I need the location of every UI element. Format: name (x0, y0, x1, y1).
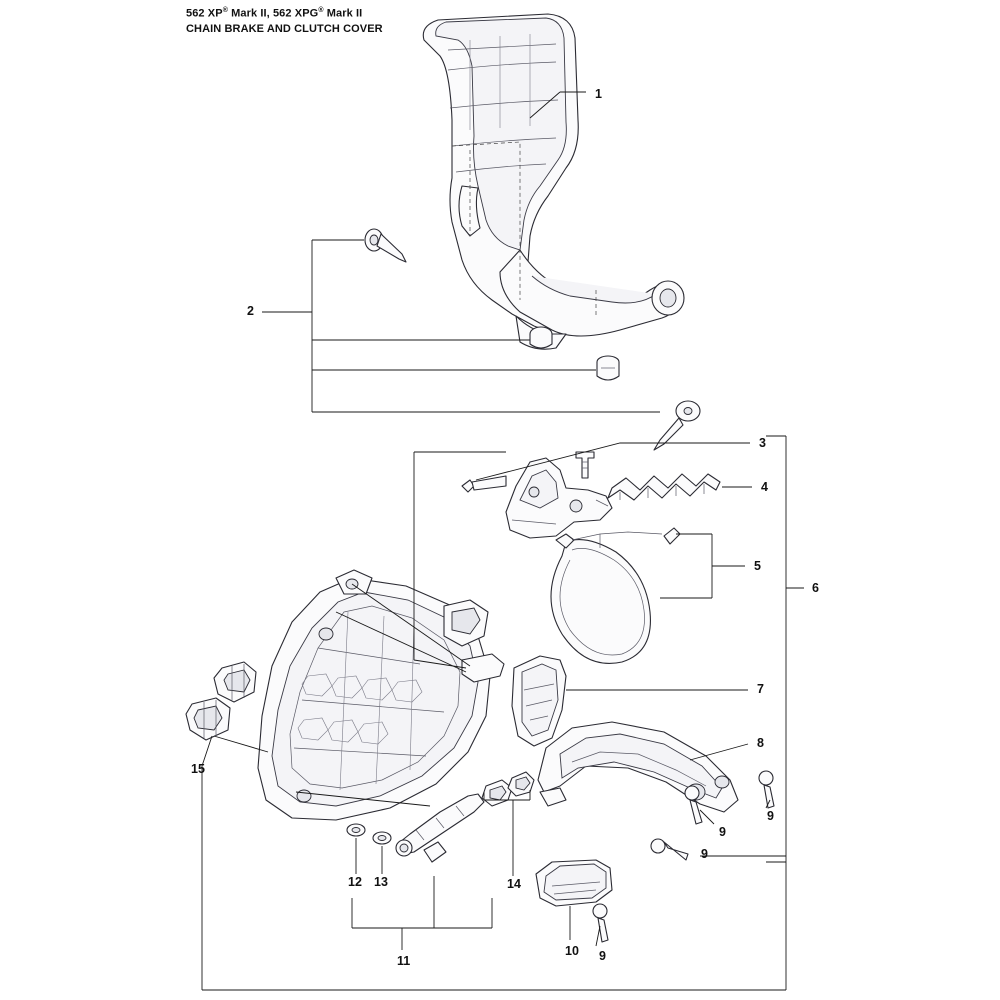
callout-5: 5 (754, 559, 761, 573)
part-brake-lever (462, 452, 612, 538)
callout-8: 8 (757, 736, 764, 750)
part-bar-nut-a (214, 662, 256, 702)
part-screw-9c (651, 839, 688, 860)
part-hand-guard (423, 14, 684, 349)
part-bushing-a (530, 327, 552, 348)
model-line: 562 XP® Mark II, 562 XPG® Mark II (186, 7, 363, 20)
part-bar-nut-b (186, 698, 230, 740)
callout-11: 11 (397, 954, 411, 968)
part-guide-plate (536, 860, 612, 906)
callout-15: 15 (191, 762, 205, 776)
section-title: CHAIN BRAKE AND CLUTCH COVER (186, 22, 383, 35)
part-brake-band (551, 528, 680, 663)
callout-14: 14 (507, 877, 521, 891)
callout-13: 13 (374, 875, 388, 889)
part-bushing-b (597, 356, 619, 380)
callout-6: 6 (812, 581, 819, 595)
callout-9d: 9 (599, 949, 606, 963)
part-chain-catcher (512, 656, 566, 746)
callout-4: 4 (761, 480, 768, 494)
part-screw-9b (759, 771, 774, 808)
callout-10: 10 (565, 944, 579, 958)
callout-1: 1 (595, 87, 602, 101)
callout-2: 2 (247, 304, 254, 318)
part-screw-9d (593, 904, 608, 942)
part-cover-trim (538, 722, 738, 812)
callout-7: 7 (757, 682, 764, 696)
part-clutch-cover (258, 570, 504, 820)
callout-9a: 9 (719, 825, 726, 839)
callout-9b: 9 (767, 809, 774, 823)
part-pin (365, 229, 406, 262)
callout-9c: 9 (701, 847, 708, 861)
callout-3: 3 (759, 436, 766, 450)
part-spring (608, 474, 720, 500)
callout-12: 12 (348, 875, 362, 889)
